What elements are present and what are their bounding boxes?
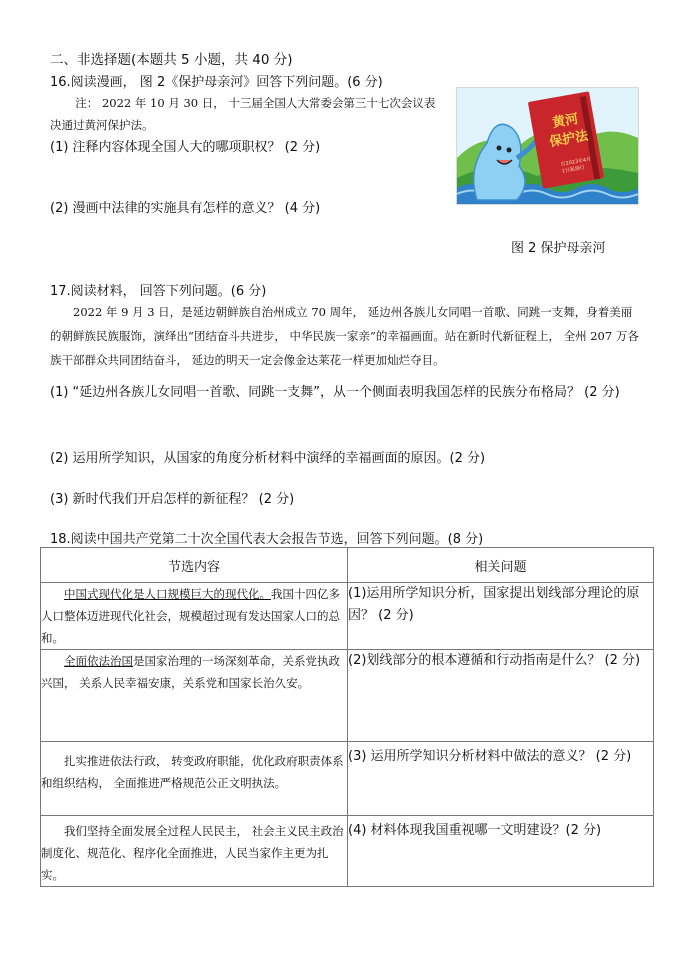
table-row bbox=[41, 816, 654, 887]
figure-caption: 图 2 保护母亲河 bbox=[511, 241, 606, 256]
cartoon-book-title-2: 保护法 bbox=[548, 128, 590, 151]
table-row bbox=[41, 650, 654, 742]
cartoon-book-title-1: 黄河 bbox=[551, 111, 580, 132]
question-cell: (2)划线部分的根本遵循和行动指南是什么？ (2 分) bbox=[348, 650, 654, 742]
question-cell: (3) 运用所学知识分析材料中做法的意义？ (2 分) bbox=[348, 742, 654, 816]
section-title: 二、非选择题(本题共 5 小题，共 40 分) bbox=[50, 52, 293, 68]
excerpt-text: 我国十四亿多人口整体迈进现代化社会，规模超过现有发达国家人口的总和。 bbox=[41, 587, 340, 645]
table-header-row bbox=[41, 548, 654, 583]
table-row bbox=[41, 583, 654, 650]
excerpt-text: 是国家治理的一场深刻革命，关系党执政兴国， 关系人民幸福安康，关系党和国家长治久安。 bbox=[41, 654, 340, 690]
cartoon-book-small: 自2023年4月1日起施行 bbox=[560, 156, 592, 175]
q16-title: 16.阅读漫画， 图 2《保护母亲河》回答下列问题。(6 分) bbox=[50, 75, 383, 90]
q17-sub3: (3) 新时代我们开启怎样的新征程？ (2 分) bbox=[50, 492, 295, 507]
q17-title: 17.阅读材料， 回答下列问题。(6 分) bbox=[50, 284, 267, 299]
excerpt-cell bbox=[41, 650, 348, 742]
underlined-text: 全面依法治国 bbox=[64, 654, 133, 668]
q17-sub2: (2) 运用所学知识，从国家的角度分析材料中演绎的幸福画面的原因。(2 分) bbox=[50, 451, 486, 466]
q16-sub2: (2) 漫画中法律的实施具有怎样的意义？ (4 分) bbox=[50, 201, 321, 216]
q16-sub1: (1) 注释内容体现全国人大的哪项职权？ (2 分) bbox=[50, 140, 321, 155]
excerpt-cell: 扎实推进依法行政， 转变政府职能，优化政府职责体系和组织结构， 全面推进严格规范公正文明执法。 bbox=[41, 742, 348, 816]
header-left: 节选内容 bbox=[41, 548, 348, 583]
cartoon-illustration bbox=[457, 88, 638, 204]
excerpt-cell: 我们坚持全面发展全过程人民民主， 社会主义民主政治制度化、规范化、程序化全面推进，人民当家作主更为扎实。 bbox=[41, 816, 348, 887]
table-row bbox=[41, 742, 654, 816]
q17-sub1: (1) “延边州各族儿女同唱一首歌、同跳一支舞”，从一个侧面表明我国怎样的民族分布格局？ (2 分) bbox=[50, 385, 620, 400]
q17-material: 2022 年 9 月 3 日，是延边朝鲜族自治州成立 70 周年， 延边州各族儿女同唱一首歌、同跳一支舞，身着美丽的朝鲜族民族服饰，演绎出“团结奋斗共进步， 中华民族一家亲”的幸福画面。站在新时代新征程上， 全州 207 万各族干部群众共同团结奋斗， 延边的明天一定会像金达莱花一样更加灿烂夺目。 bbox=[50, 305, 639, 367]
underlined-text: 中国式现代化是人口规模巨大的现代化。 bbox=[64, 587, 271, 601]
q16-note: 注： 2022 年 10 月 30 日， 十三届全国人大常委会第三十七次会议表决通过黄河保护法。 bbox=[50, 96, 436, 132]
q18-table bbox=[40, 547, 654, 887]
q18-title: 18.阅读中国共产党第二十次全国代表大会报告节选，回答下列问题。(8 分) bbox=[50, 532, 484, 547]
question-cell: (1)运用所学知识分析，国家提出划线部分理论的原因？ (2 分) bbox=[348, 583, 654, 650]
cartoon-image bbox=[456, 87, 639, 205]
excerpt-cell bbox=[41, 583, 348, 650]
question-cell: (4) 材料体现我国重视哪一文明建设？(2 分) bbox=[348, 816, 654, 887]
header-right: 相关问题 bbox=[348, 548, 654, 583]
